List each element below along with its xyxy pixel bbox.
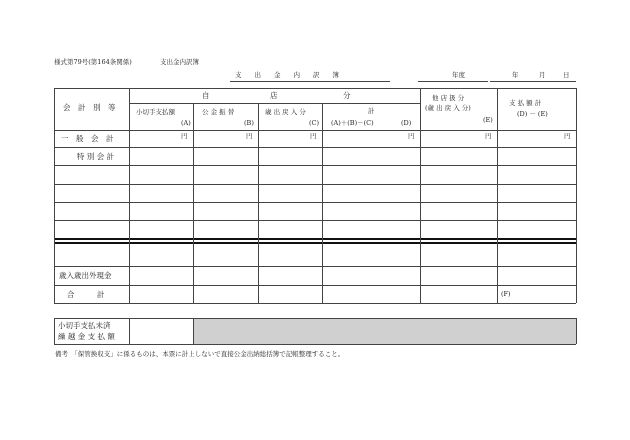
unit-yen-a: 円 — [181, 132, 188, 140]
col-return-code: (C) — [309, 119, 320, 127]
col-total-formula: (A)＋(B)－(C) — [331, 119, 374, 127]
unit-yen-f: 円 — [564, 132, 571, 140]
row-total-label: 合 計 — [67, 290, 105, 299]
ledger-title-underline — [230, 81, 390, 82]
unit-yen-c: 円 — [310, 132, 317, 140]
ledger-title: 支 出 金 内 訳 簿 — [235, 71, 339, 79]
col-return-header: 歳 出 戻 入 分 — [265, 108, 306, 116]
unpaid-label-2: 繰 越 金 支 払 額 — [58, 332, 115, 341]
col-other-code: (E) — [483, 116, 493, 124]
row-total-code: (F) — [501, 290, 511, 298]
row-outside-label: 歳入歳出外現金 — [59, 271, 112, 280]
date-month-label: 月 — [539, 71, 546, 79]
remarks-note: 備考 「保管換収支」に係るものは、本票に計上しないで直接公金出納総括簿で記帳整理すること。 — [55, 350, 345, 358]
year-label: 年度 — [452, 71, 465, 79]
unpaid-label-1: 小切手支払未済 — [58, 321, 111, 330]
col-public-header: 公 金 振 替 — [202, 108, 235, 116]
group-ten: 店 — [270, 91, 278, 100]
group-bun: 分 — [343, 91, 351, 100]
year-underline — [418, 81, 488, 82]
col-pay-header: 支 払 額 計 — [509, 99, 542, 107]
form-number: 様式第79号(第164条関係) — [54, 58, 132, 66]
unit-yen-e: 円 — [485, 132, 492, 140]
date-underline — [490, 81, 576, 82]
col-check-header: 小切手支払額 — [136, 108, 175, 116]
col-pay-formula: (D) － (E) — [517, 110, 548, 118]
col-public-code: (B) — [244, 119, 254, 127]
col-check-code: (A) — [181, 119, 191, 127]
row-special-label: 特 別 会 計 — [77, 152, 115, 161]
form-title: 支出金内訳簿 — [160, 58, 199, 66]
date-day-label: 日 — [563, 71, 570, 79]
unit-yen-b: 円 — [246, 132, 253, 140]
unpaid-gray-area — [194, 319, 576, 344]
group-jiten: 自 — [202, 91, 210, 100]
col-total-header: 計 — [368, 107, 375, 115]
col-other-header: 他 店 扱 分 — [432, 94, 465, 102]
unit-yen-d: 円 — [408, 132, 415, 140]
date-year-label: 年 — [512, 71, 519, 79]
col-account-header: 会 計 別 等 — [63, 103, 116, 112]
col-other-subheader: (歳 出 戻 入 分) — [425, 104, 471, 112]
row-general-label: 一 般 会 計 — [61, 134, 114, 143]
col-total-code: (D) — [401, 119, 412, 127]
